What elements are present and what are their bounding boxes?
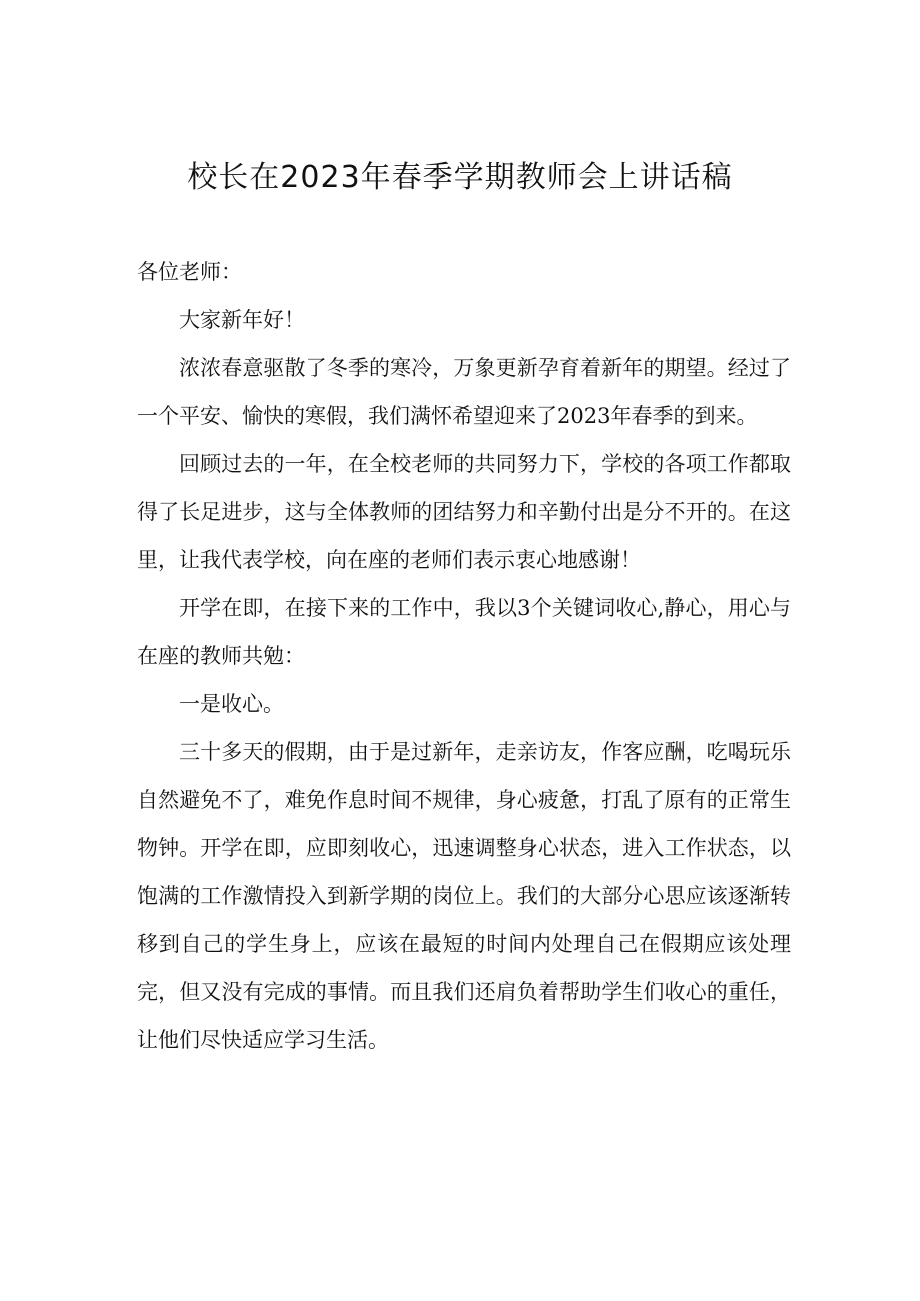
section-heading-1: 一是收心。 [179, 692, 284, 716]
salutation: 各位老师： [137, 260, 242, 284]
keywords-paragraph: 开学在即，在接下来的工作中，我以3个关键词收心,静心，用心与在座的教师共勉： [137, 596, 791, 668]
document-title: 校长在2023年春季学期教师会上讲话稿 [187, 160, 733, 195]
section-1-paragraph: 三十多天的假期，由于是过新年，走亲访友，作客应酬，吃喝玩乐自然避免不了，难免作息时间不规律，身心疲惫，打乱了原有的正常生物钟。开学在即，应即刻收心，迅速调整身心状态，进入工作状态，以饱满的工作激情投入到新学期的岗位上。我们的大部分心思应该逐渐转移到自己的学生身上，应该在最短的时间内处理自己在假期应该处理完，但又没有完成的事情。而且我们还肩负着帮助学生们收心的重任，让他们尽快适应学习生活。 [137, 740, 791, 1052]
intro-paragraph: 浓浓春意驱散了冬季的寒冷，万象更新孕育着新年的期望。经过了一个平安、愉快的寒假，我们满怀希望迎来了2023年春季的到来。 [137, 356, 791, 428]
greeting-paragraph: 大家新年好！ [179, 308, 305, 332]
document-body [137, 248, 791, 1064]
review-paragraph: 回顾过去的一年，在全校老师的共同努力下，学校的各项工作都取得了长足进步，这与全体教师的团结努力和辛勤付出是分不开的。在这里，让我代表学校，向在座的老师们表示衷心地感谢！ [137, 452, 791, 572]
